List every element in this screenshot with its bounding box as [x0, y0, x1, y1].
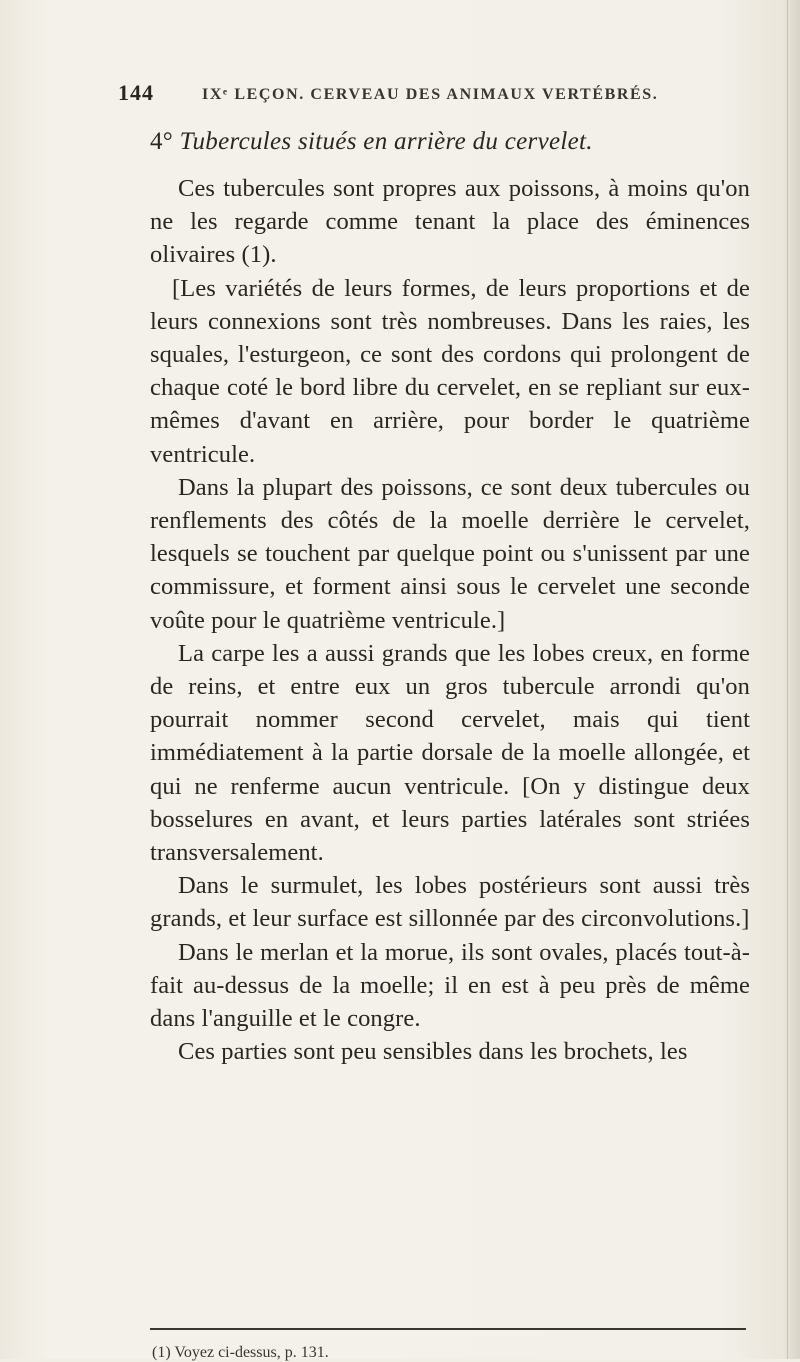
paragraph: La carpe les a aussi grands que les lobes creux, en forme de reins, et entre eux un gros tubercule arrondi qu'on pourrait nommer second cervelet, mais qui tient immédiatement à la partie dorsale de la moelle allongée, et qui ne renferme aucun ventricule. [On y distingue deux bosselures en avant, et leurs parties latérales sont striées transversalement.	[150, 639, 750, 867]
paragraph: Ces tubercules sont propres aux poissons, à moins qu'on ne les regarde comme tenant la place des éminences olivaires (1).	[150, 175, 750, 269]
page-header	[118, 80, 738, 112]
paragraph: Dans la plupart des poissons, ce sont deux tubercules ou renflements des côtés de la moelle derrière le cervelet, lesquels se touchent par quelque point ou s'unissent par une commissure, et forment ainsi sous le cervelet une seconde voûte pour le quatrième ventricule.]	[150, 473, 750, 634]
paragraph: Ces parties sont peu sensibles dans les brochets, les	[178, 1038, 688, 1066]
footnote: (1) Voyez ci-dessus, p. 131.	[152, 1344, 329, 1361]
paragraph: Dans le surmulet, les lobes postérieurs sont aussi très grands, et leur surface est sillonnée par des circonvolutions.]	[150, 872, 750, 933]
body-text	[150, 172, 750, 1068]
footnote-rule	[150, 1328, 746, 1330]
section-title	[150, 128, 593, 156]
page-number: 144	[118, 80, 154, 105]
paragraph: Dans le merlan et la morue, ils sont ovales, placés tout-à-fait au-dessus de la moelle; il en est à peu près de même dans l'anguille et le congre.	[150, 938, 750, 1033]
section-number: 4°	[150, 128, 174, 155]
page-edge	[787, 0, 788, 1359]
paragraph: [Les variétés de leurs formes, de leurs proportions et de leurs connexions sont très nombreuses. Dans les raies, les squales, l'esturgeon, ce sont des cordons qui prolongent de chaque coté le bord libre du cervelet, en se repliant sur eux-mêmes d'avant en arrière, pour border le quatrième ventricule.	[150, 274, 750, 468]
section-title-text: Tubercules situés en arrière du cervelet.	[179, 128, 593, 155]
running-head: IXᵉ LEÇON. CERVEAU DES ANIMAUX VERTÉBRÉS.	[202, 86, 659, 103]
